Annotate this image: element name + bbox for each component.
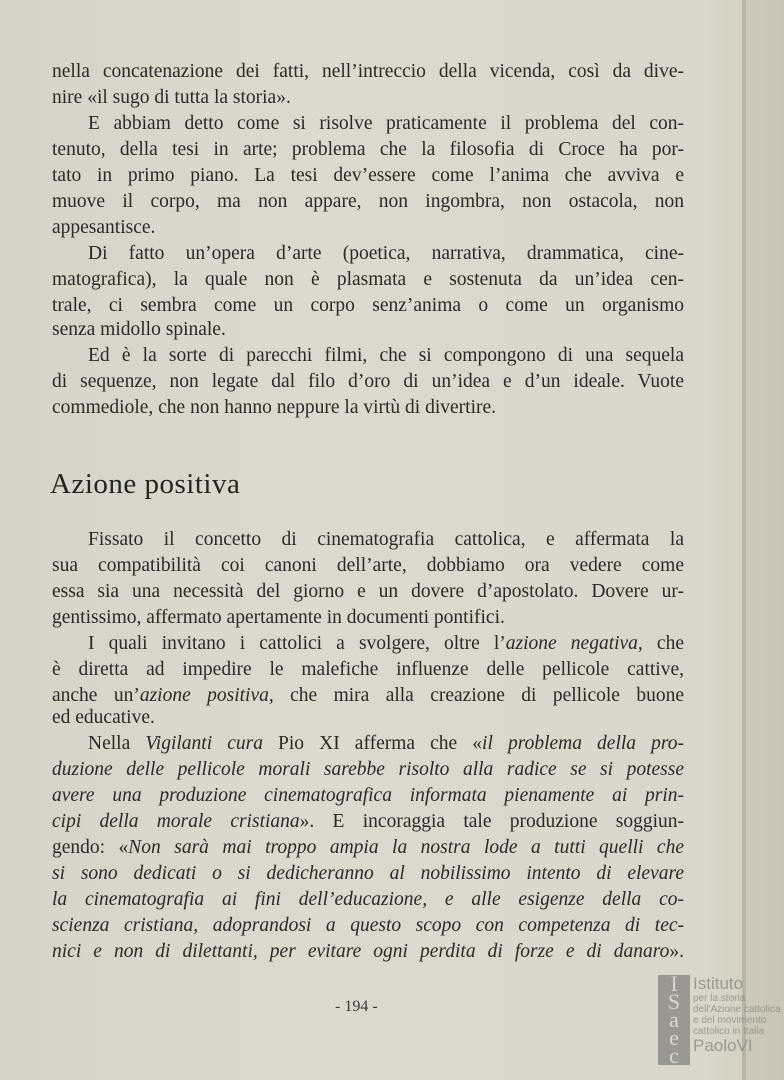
text-line — [52, 810, 684, 834]
text-line — [88, 242, 684, 266]
text-line — [52, 318, 684, 342]
text-segment: appesantisce. — [52, 217, 156, 238]
section-heading: Azione positiva — [50, 468, 241, 500]
text-line — [52, 888, 684, 912]
next-page-edge — [746, 0, 784, 1080]
text-line — [52, 138, 684, 162]
text-segment: tato in primo piano. La tesi dev’essere come l’anima che avviva e — [52, 165, 684, 186]
logo-line: PaoloVI — [693, 1036, 753, 1055]
italic-text: nici e non di dilettanti, per evitare ogni perdita di forze e di danaro — [52, 941, 670, 962]
logo-line: dell'Azione cattolica — [693, 1004, 781, 1015]
text-segment: Di fatto un’opera d’arte (poetica, narrativa, drammatica, cine- — [88, 243, 684, 264]
italic-text: azione positiva, — [139, 685, 274, 706]
text-line — [52, 784, 684, 808]
logo-line: cattolico in Italia — [693, 1026, 765, 1037]
text-line — [52, 836, 684, 860]
text-segment: tenuto, della tesi in arte; problema che la filosofia di Croce ha por- — [52, 139, 684, 160]
text-segment: Pio XI afferma che « — [262, 733, 483, 754]
text-segment: Nella — [88, 733, 146, 754]
text-line — [88, 112, 684, 136]
text-segment: che mira alla creazione di pellicole buone — [273, 685, 684, 706]
text-line — [52, 164, 684, 188]
text-line — [52, 940, 684, 964]
text-line — [52, 60, 684, 84]
italic-text: azione negativa, — [505, 633, 643, 654]
text-segment: Fissato il concetto di cinematografia cattolica, e affermata la — [88, 529, 684, 550]
text-segment: che — [642, 633, 684, 654]
text-segment: E abbiam detto come si risolve praticamente il problema del con- — [88, 113, 684, 134]
logo-letters: I S a e c — [658, 975, 690, 1065]
text-segment: senza midollo spinale. — [52, 319, 226, 340]
text-line — [52, 658, 684, 682]
text-segment: matografica), la quale non è plasmata e sostenuta da un’idea cen- — [52, 269, 684, 290]
text-segment: nire «il sugo di tutta la storia». — [52, 87, 291, 108]
text-line — [52, 684, 684, 708]
logo-line: e del movimento — [693, 1015, 767, 1026]
text-segment: ». — [669, 941, 684, 962]
text-segment: gendo: « — [52, 837, 129, 858]
italic-text: la cinematografia ai fini dell’educazione, e alle esigenze della co- — [52, 889, 684, 910]
logo-line: Istituto — [693, 974, 744, 993]
italic-text: cipi della morale cristiana — [52, 811, 300, 832]
text-line — [52, 86, 684, 110]
text-segment: di sequenze, non legate dal filo d’oro di un’idea e d’un ideale. Vuote — [52, 371, 684, 392]
italic-text: Vigilanti cura — [145, 733, 263, 754]
text-line — [52, 758, 684, 782]
text-line — [52, 706, 684, 730]
text-line — [52, 914, 684, 938]
italic-text: avere una produzione cinematografica informata pienamente ai prin- — [52, 785, 684, 806]
text-segment: gentissimo, affermato apertamente in documenti pontifici. — [52, 607, 505, 628]
logo-text — [693, 975, 781, 1055]
text-line — [52, 580, 684, 604]
italic-text: il problema della pro- — [482, 733, 684, 754]
text-segment: ». E incoraggia tale produzione soggiun- — [299, 811, 685, 832]
text-segment: sua compatibilità coi canoni dell’arte, dobbiamo ora vedere come — [52, 555, 684, 576]
italic-text: Non sarà mai troppo ampia la nostra lode a tutti quelli che — [128, 837, 684, 858]
text-line — [52, 862, 684, 886]
isacem-watermark-logo — [658, 971, 782, 1068]
page-number: - 194 - — [335, 998, 378, 1015]
text-segment: commediole, che non hanno neppure la virtù di divertire. — [52, 397, 497, 418]
text-segment: nella concatenazione dei fatti, nell’intreccio della vicenda, così da dive- — [52, 61, 684, 82]
text-segment: Ed è la sorte di parecchi filmi, che si compongono di una sequela — [88, 345, 684, 366]
text-segment: I quali invitano i cattolici a svolgere, oltre l’ — [88, 633, 506, 654]
text-segment: essa sia una necessità del giorno e un dovere d’apostolato. Dovere ur- — [52, 581, 684, 602]
text-line — [88, 528, 684, 552]
italic-text: scienza cristiana, adoprandosi a questo scopo con competenza di tec- — [52, 915, 684, 936]
text-line — [88, 732, 684, 756]
italic-text: si sono dedicati o si dedicheranno al nobilissimo intento di elevare — [52, 863, 684, 884]
logo-line: per la storia — [693, 993, 746, 1004]
italic-text: duzione delle pellicole morali sarebbe risolto alla radice se si potesse — [52, 759, 684, 780]
text-line — [52, 268, 684, 292]
text-line — [52, 190, 684, 214]
text-line — [52, 606, 684, 630]
text-line — [52, 294, 684, 318]
text-line — [88, 632, 684, 656]
text-line — [88, 344, 684, 368]
text-segment: muove il corpo, ma non appare, non ingombra, non ostacola, non — [52, 191, 684, 212]
text-segment: è diretta ad impedire le malefiche influenze delle pellicole cattive, — [52, 659, 684, 680]
text-line — [52, 370, 684, 394]
text-line — [52, 216, 684, 240]
text-segment: anche un’ — [52, 685, 140, 706]
text-line — [52, 396, 684, 420]
text-segment: trale, ci sembra come un corpo senz’anima o come un organismo — [52, 295, 684, 316]
text-segment: ed educative. — [52, 707, 155, 728]
text-line — [52, 554, 684, 578]
